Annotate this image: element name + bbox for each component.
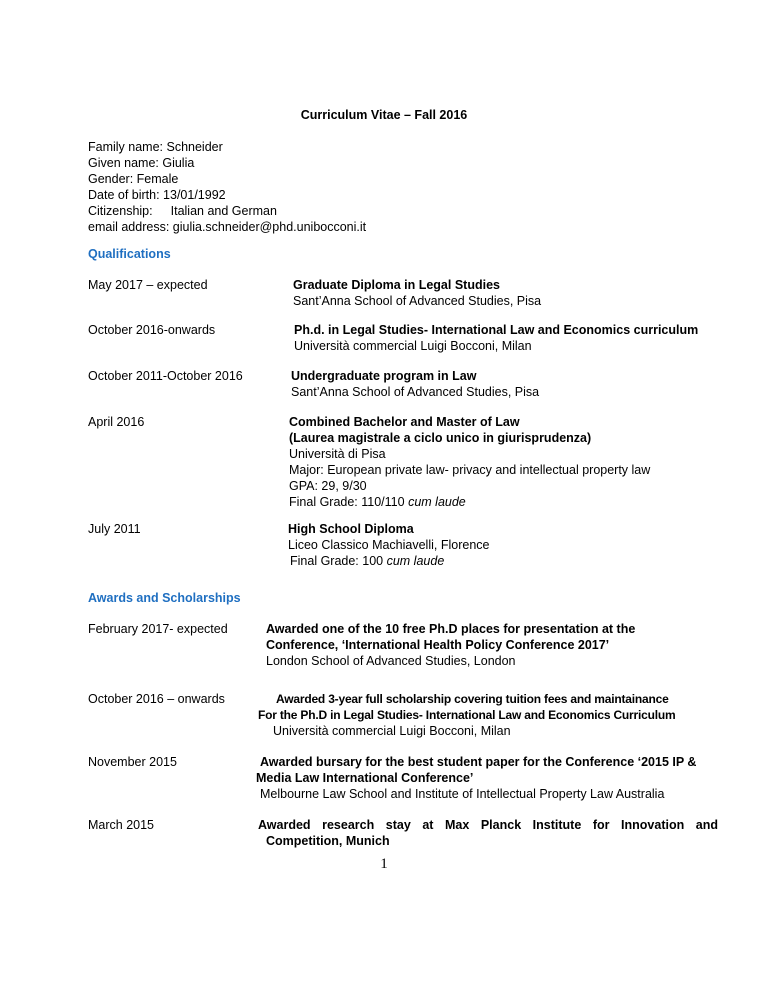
entry-institution: Melbourne Law School and Institute of Intellectual Property Law Australia <box>260 787 665 801</box>
entry-description <box>289 414 650 510</box>
entry-title-cont: Conference, ‘International Health Policy Conference 2017’ <box>266 638 610 652</box>
entry-description <box>288 521 489 569</box>
entry-institution: Università di Pisa <box>289 447 386 461</box>
citizenship <box>88 203 366 219</box>
entry-title: Undergraduate program in Law <box>291 369 477 383</box>
entry-date: July 2011 <box>88 522 141 536</box>
entry-description <box>266 621 635 669</box>
entry-title: Graduate Diploma in Legal Studies <box>293 278 500 292</box>
entry-institution: Università commercial Luigi Bocconi, Milan <box>294 339 532 353</box>
personal-details <box>88 139 366 235</box>
entry-grade: Final Grade: 100 cum laude <box>290 554 445 568</box>
citizenship-label: Citizenship: <box>88 204 153 218</box>
gender: Gender: Female <box>88 172 179 186</box>
date-of-birth: Date of birth: 13/01/1992 <box>88 188 226 202</box>
entry-institution: Sant’Anna School of Advanced Studies, Pisa <box>291 385 540 399</box>
entry-title: Awarded 3-year full scholarship covering tuition fees and maintainance <box>276 692 669 706</box>
given-name: Given name: Giulia <box>88 156 195 170</box>
entry-institution: Liceo Classico Machiavelli, Florence <box>288 538 490 552</box>
entry-subtitle: (Laurea magistrale a ciclo unico in giurisprudenza) <box>289 431 592 445</box>
entry-description <box>258 691 675 739</box>
entry-title: High School Diploma <box>288 522 414 536</box>
entry-date: October 2011-October 2016 <box>88 369 243 383</box>
entry-institution: Sant’Anna School of Advanced Studies, Pisa <box>293 294 542 308</box>
entry-description <box>256 754 696 802</box>
entry-description <box>258 817 718 849</box>
entry-title: Combined Bachelor and Master of Law <box>289 415 520 429</box>
entry-title: Ph.d. in Legal Studies- International Law and Economics curriculum <box>294 323 699 337</box>
entry-title: Awarded one of the 10 free Ph.D places for presentation at the <box>266 622 636 636</box>
entry-description <box>293 277 541 309</box>
entry-institution: Università commercial Luigi Bocconi, Milan <box>273 724 511 738</box>
awards-heading: Awards and Scholarships <box>88 591 241 605</box>
entry-date: October 2016 – onwards <box>88 692 225 706</box>
entry-date: February 2017- expected <box>88 622 228 636</box>
entry-date: March 2015 <box>88 818 155 832</box>
entry-date: November 2015 <box>88 755 177 769</box>
qualifications-heading: Qualifications <box>88 247 171 261</box>
entry-title: Awarded bursary for the best student paper for the Conference ‘2015 IP & <box>260 755 697 769</box>
entry-gpa: GPA: 29, 9/30 <box>289 479 367 493</box>
entry-title: Awarded research stay at Max Planck Institute for Innovation and <box>258 818 718 832</box>
entry-title-cont: For the Ph.D in Legal Studies- International Law and Economics Curriculum <box>258 708 676 722</box>
entry-description <box>294 322 698 354</box>
entry-date: April 2016 <box>88 415 145 429</box>
email-address: email address: giulia.schneider@phd.unibocconi.it <box>88 220 367 234</box>
entry-title-cont: Competition, Munich <box>266 834 390 848</box>
entry-major: Major: European private law- privacy and intellectual property law <box>289 463 651 477</box>
entry-date: October 2016-onwards <box>88 323 216 337</box>
entry-institution: London School of Advanced Studies, London <box>266 654 516 668</box>
entry-title-cont: Media Law International Conference’ <box>256 771 474 785</box>
document-title: Curriculum Vitae – Fall 2016 <box>300 108 468 122</box>
entry-description <box>291 368 539 400</box>
entry-date: May 2017 – expected <box>88 278 208 292</box>
citizenship-value: Italian and German <box>170 204 277 218</box>
family-name: Family name: Schneider <box>88 140 223 154</box>
page-number: 1 <box>380 856 388 872</box>
entry-grade: Final Grade: 110/110 cum laude <box>289 495 466 509</box>
